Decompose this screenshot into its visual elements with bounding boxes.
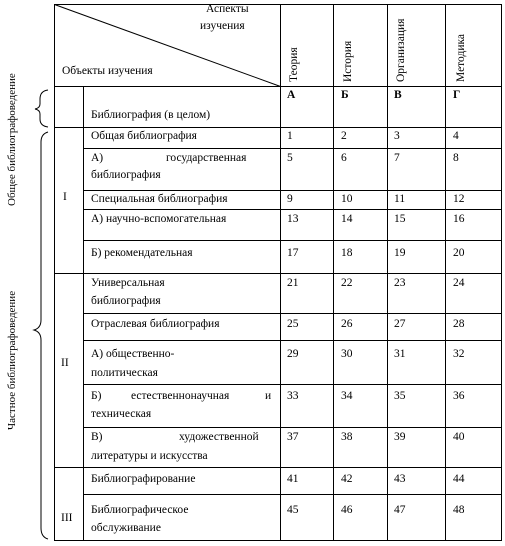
row-label-line1: А) общественно-: [91, 348, 175, 360]
column-header-organization: Организация: [395, 18, 407, 82]
row-label-line2: библиография: [91, 295, 161, 307]
table-cell: 48: [453, 504, 465, 516]
table-cell: 29: [287, 348, 299, 360]
table-cell: 34: [341, 390, 353, 402]
group-label-1: I: [63, 191, 67, 203]
table-cell: 21: [287, 277, 299, 289]
table-cell: 41: [287, 473, 299, 485]
row-label-prefix: А): [91, 152, 104, 164]
table-cell: 38: [341, 431, 353, 443]
row-label-line1: Универсальная: [91, 277, 165, 289]
table-cell: 33: [287, 390, 299, 402]
table-cell: 11: [394, 193, 406, 205]
table-cell: 5: [287, 152, 293, 164]
table-cell: 37: [287, 431, 299, 443]
group-label-3: III: [61, 512, 73, 524]
table-cell: 36: [453, 390, 465, 402]
column-header-methodology: Методика: [455, 34, 467, 82]
table-cell: 10: [341, 193, 353, 205]
table-cell: 42: [341, 473, 353, 485]
table-cell: 1: [287, 130, 293, 142]
table-cell: 3: [394, 130, 400, 142]
column-letter-v: В: [394, 89, 402, 101]
row-label: Отраслевая библиография: [91, 318, 220, 330]
table-cell: 25: [287, 318, 299, 330]
bibliography-whole-label: Библиография (в целом): [91, 109, 211, 121]
table-cell: 47: [394, 504, 406, 516]
row-label: А) научно-вспомогательная: [91, 213, 227, 225]
table-cell: 32: [453, 348, 465, 360]
objects-label: Объекты изучения: [62, 65, 153, 77]
table-cell: 6: [341, 152, 347, 164]
row-label: Специальная библиография: [91, 193, 228, 205]
table-cell: 14: [341, 213, 353, 225]
particular-brace: [34, 132, 48, 539]
table-cell: 19: [394, 247, 406, 259]
column-header-theory: Теория: [288, 47, 300, 82]
row-label-line1: Библиографическое: [91, 504, 189, 516]
row-label: Общая библиография: [91, 130, 197, 142]
table-cell: 17: [287, 247, 299, 259]
row-label-line2: техническая: [91, 408, 152, 420]
column-header-history: История: [342, 40, 354, 82]
table-cell: 30: [341, 348, 353, 360]
row-label-line2: литературы и искусства: [91, 450, 208, 462]
table-cell: 7: [394, 152, 400, 164]
general-bibliography-studies-label: Общее библиографоведение: [6, 73, 18, 206]
aspects-label-line2: изучения: [200, 20, 245, 32]
table-cell: 39: [394, 431, 406, 443]
row-label-line2: обслуживание: [91, 522, 161, 534]
table-cell: 12: [453, 193, 465, 205]
table-cell: 35: [394, 390, 406, 402]
table-cell: 2: [341, 130, 347, 142]
table-cell: 40: [453, 431, 465, 443]
row-label-line2: библиография: [91, 169, 161, 181]
table-cell: 16: [453, 213, 465, 225]
column-letter-g: Г: [453, 89, 461, 101]
table-cell: 31: [394, 348, 406, 360]
table-cell: 27: [394, 318, 406, 330]
column-letter-b: Б: [341, 89, 349, 101]
table-cell: 20: [453, 247, 465, 259]
table-cell: 24: [453, 277, 465, 289]
row-label-word: художественной: [179, 431, 259, 443]
table-cell: 28: [453, 318, 465, 330]
row-label: Б) рекомендательная: [91, 247, 193, 259]
table-cell: 43: [394, 473, 406, 485]
row-label-prefix: В): [91, 431, 103, 443]
table-cell: 13: [287, 213, 299, 225]
table-cell: 4: [453, 130, 459, 142]
row-label-prefix: Б): [91, 390, 102, 402]
row-label-word: естественнонаучная: [131, 390, 230, 402]
row-label: Библиографирование: [91, 473, 196, 485]
table-cell: 9: [287, 193, 293, 205]
column-letter-a: А: [287, 89, 296, 101]
table-cell: 23: [394, 277, 406, 289]
row-label-word: государственная: [166, 152, 247, 164]
table-cell: 44: [453, 473, 465, 485]
aspects-label-line1: Аспекты: [206, 3, 249, 15]
table-cell: 22: [341, 277, 353, 289]
table-cell: 45: [287, 504, 299, 516]
table-cell: 15: [394, 213, 406, 225]
particular-bibliography-studies-label: Частное библиографоведение: [6, 290, 18, 430]
table-cell: 46: [341, 504, 353, 516]
table-cell: 18: [341, 247, 353, 259]
row-label-line2: политическая: [91, 367, 158, 379]
table-cell: 26: [341, 318, 353, 330]
row-label-word: и: [265, 390, 272, 402]
group-label-2: II: [61, 357, 69, 369]
general-brace: [35, 90, 48, 127]
table-cell: 8: [453, 152, 459, 164]
